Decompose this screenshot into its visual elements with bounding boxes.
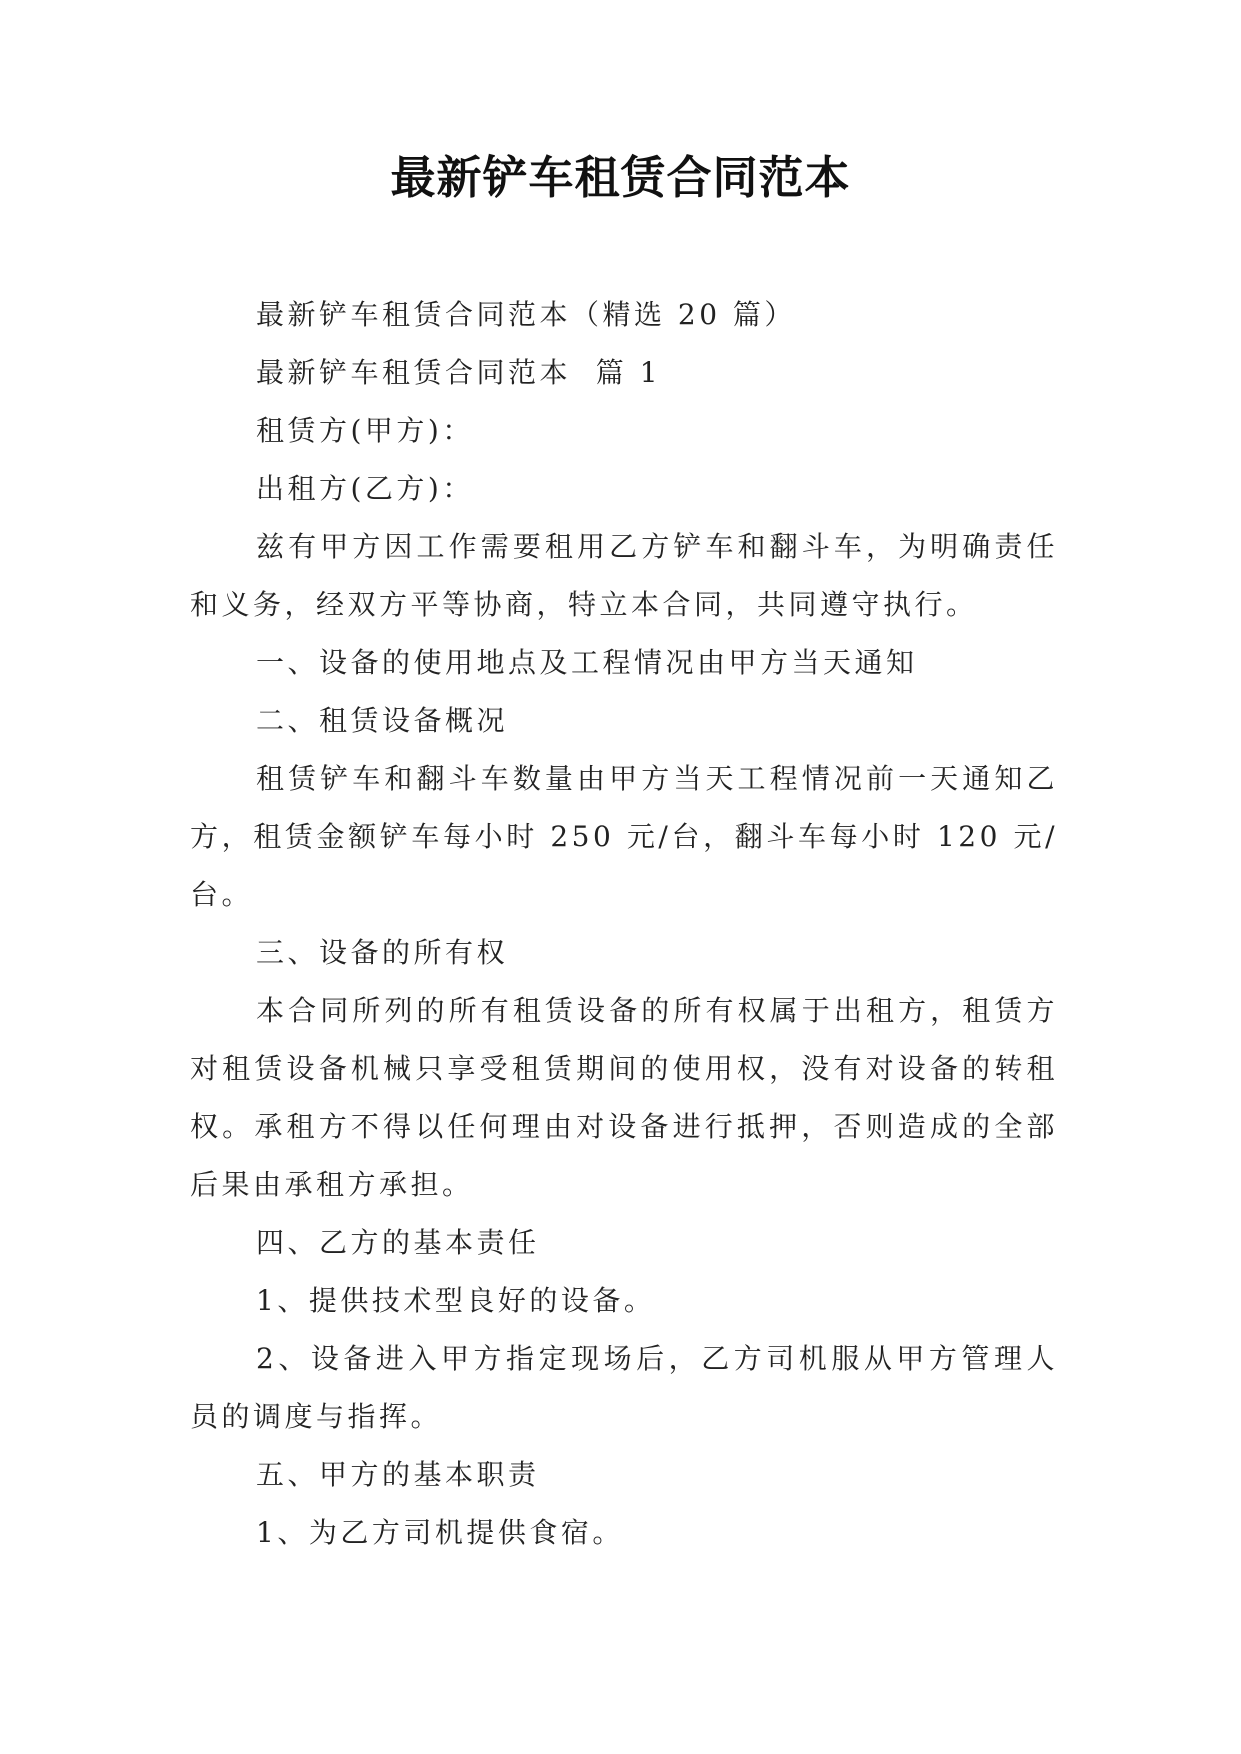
- document-title: 最新铲车租赁合同范本: [390, 151, 851, 204]
- clause-heading-3: 三、设备的所有权: [256, 936, 509, 969]
- clause-item-4-2: 2、设备进入甲方指定现场后，乙方司机服从甲方管理人员的调度与指挥。: [190, 1342, 1058, 1433]
- paragraph-party-a: 租赁方(甲方)：: [256, 414, 474, 447]
- paragraph-subtitle: 最新铲车租赁合同范本（精选 20 篇）: [256, 298, 796, 331]
- clause-heading-1: 一、设备的使用地点及工程情况由甲方当天通知: [256, 646, 918, 679]
- document-body: [190, 286, 1058, 1562]
- clause-body-3: 本合同所列的所有租赁设备的所有权属于出租方，租赁方对租赁设备机械只享受租赁期间的使用权，没有对设备的转租权。承租方不得以任何理由对设备进行抵押，否则造成的全部后果由承租方承担。: [190, 994, 1058, 1201]
- paragraph-preamble: 兹有甲方因工作需要租用乙方铲车和翻斗车，为明确责任和义务，经双方平等协商，特立本合同，共同遵守执行。: [190, 530, 1058, 621]
- paragraph-party-b: 出租方(乙方)：: [256, 472, 474, 505]
- clause-item-5-1: 1、为乙方司机提供食宿。: [256, 1516, 624, 1549]
- clause-body-2: 租赁铲车和翻斗车数量由甲方当天工程情况前一天通知乙方，租赁金额铲车每小时 250 元/台，翻斗车每小时 120 元/台。: [190, 762, 1058, 911]
- paragraph-section-heading: 最新铲车租赁合同范本 篇 1: [256, 356, 662, 389]
- clause-heading-4: 四、乙方的基本责任: [256, 1226, 540, 1259]
- clause-item-4-1: 1、提供技术型良好的设备。: [256, 1284, 656, 1317]
- clause-heading-2: 二、租赁设备概况: [256, 704, 509, 737]
- clause-heading-5: 五、甲方的基本职责: [256, 1458, 540, 1491]
